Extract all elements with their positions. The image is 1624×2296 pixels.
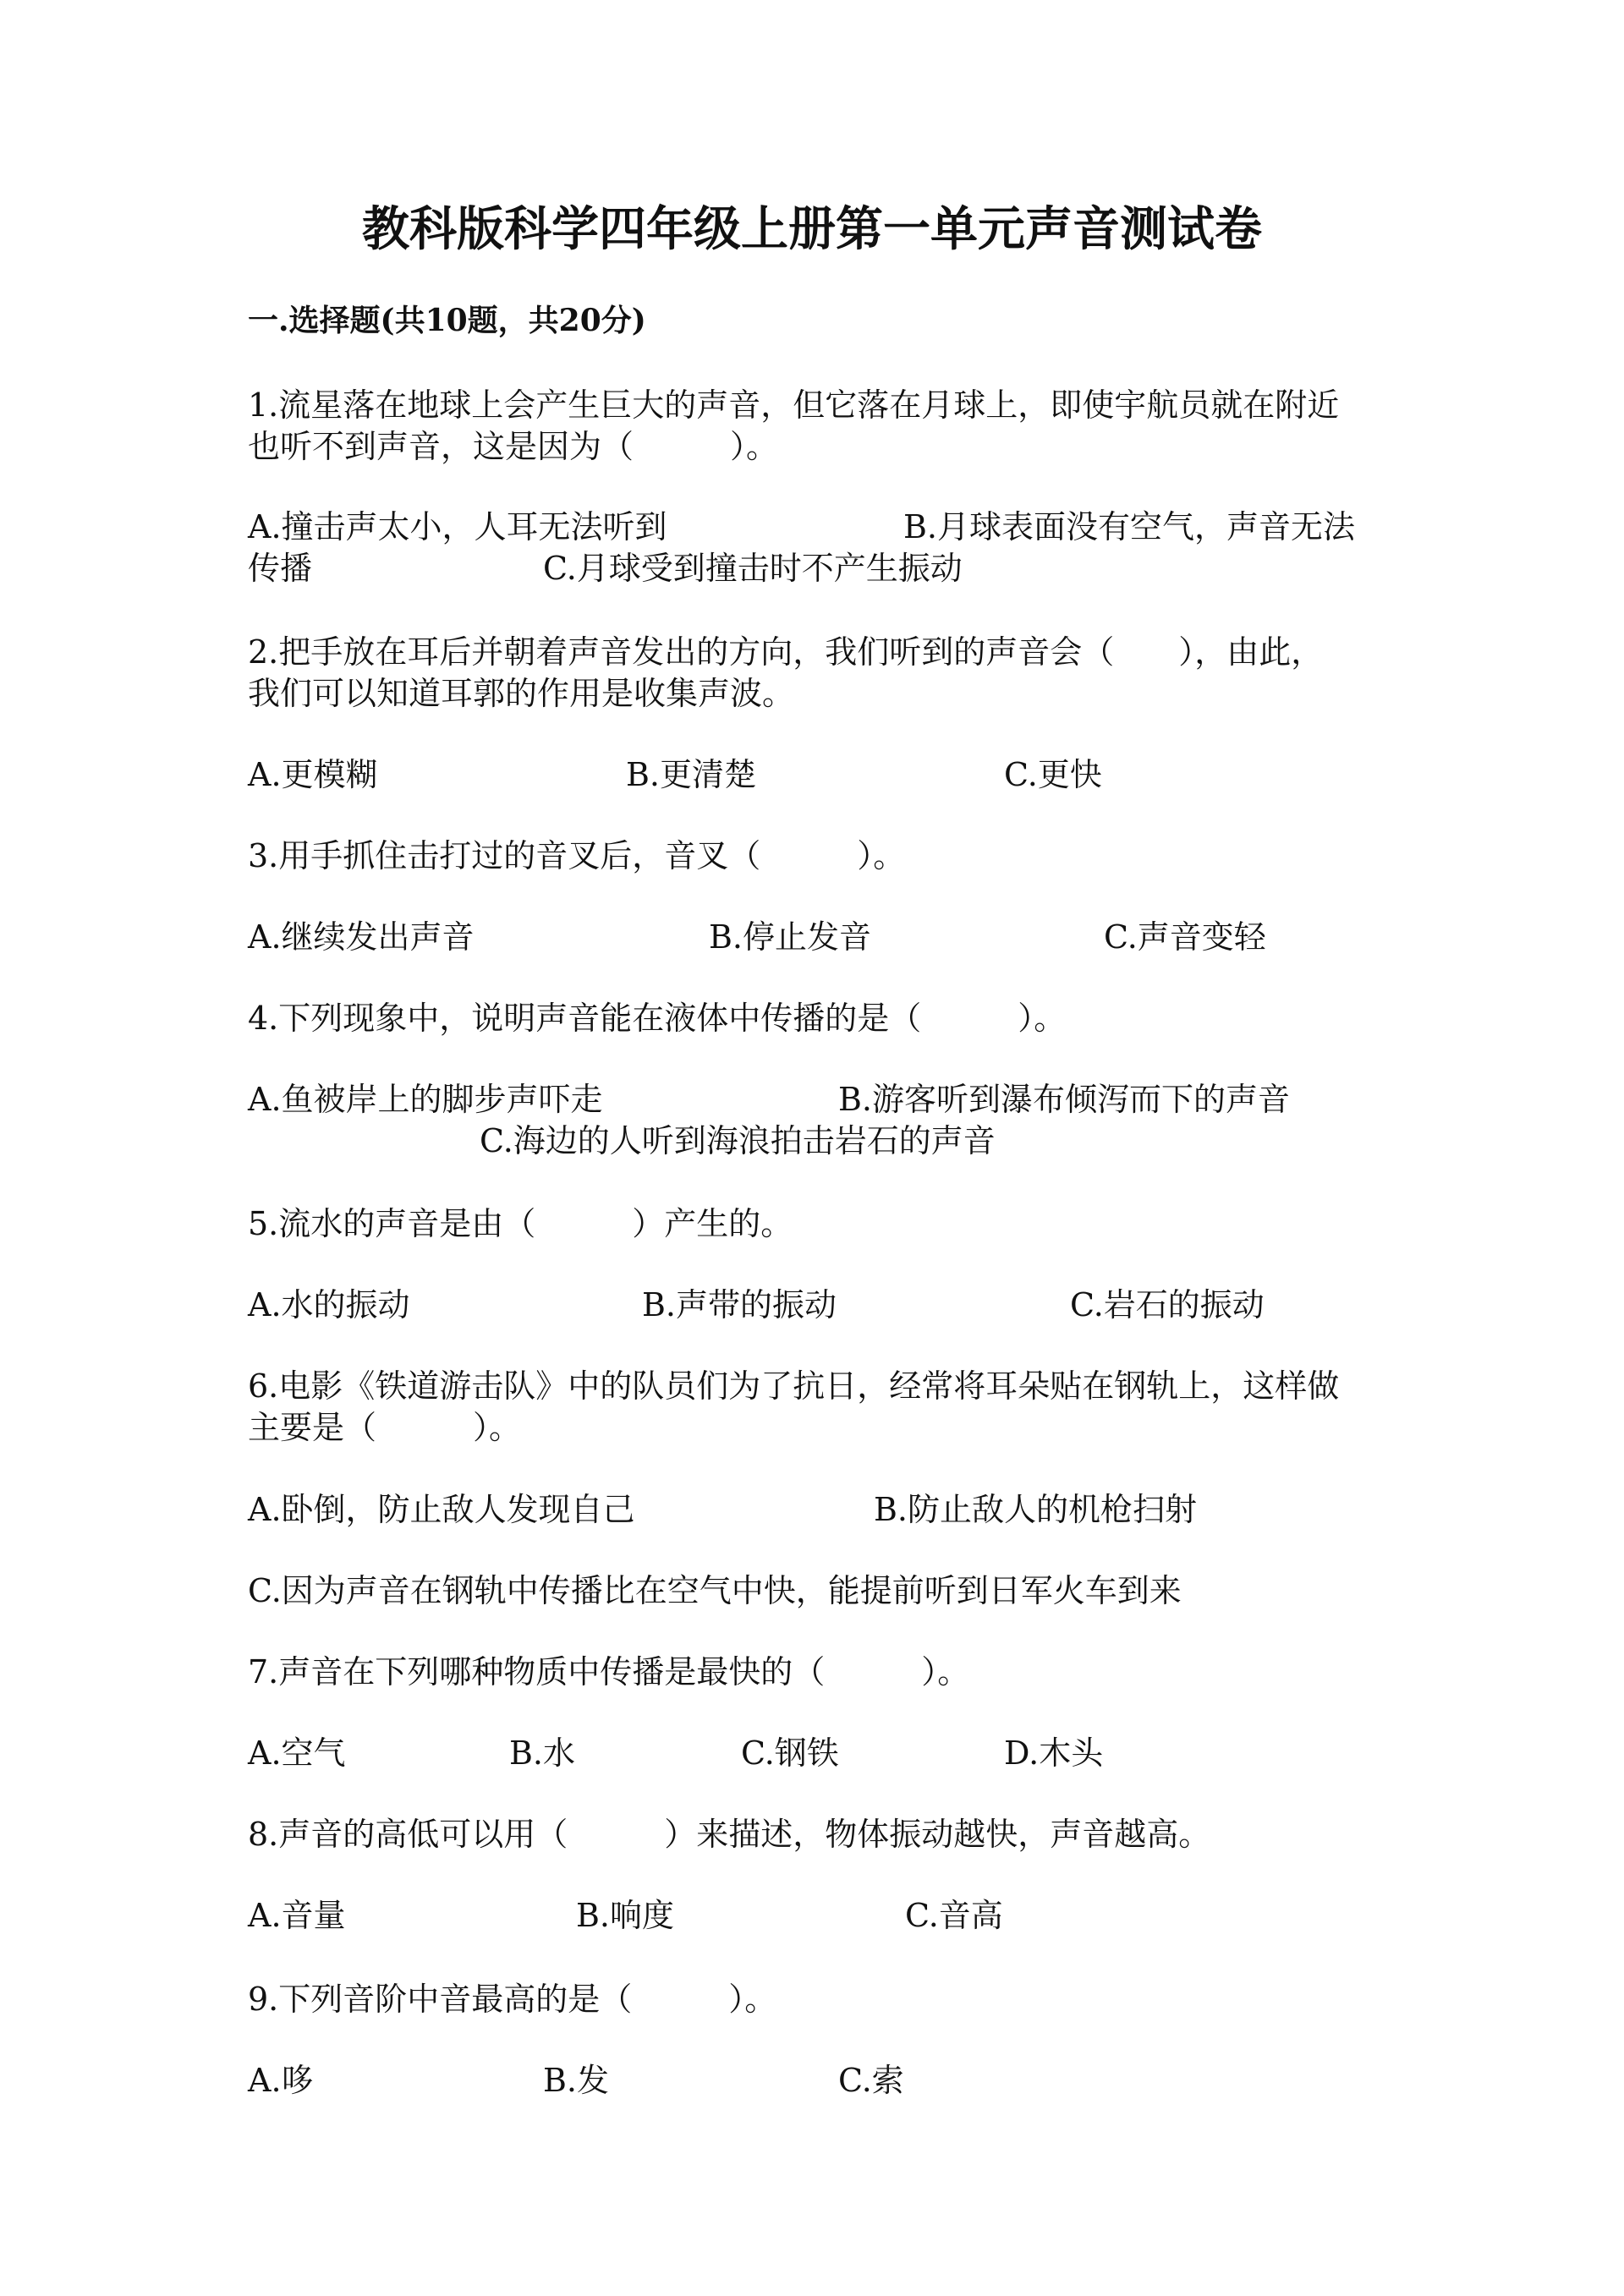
question-3-option-a: A.继续发出声音 — [248, 918, 475, 956]
question-3-option-c: C.声音变轻 — [1104, 918, 1266, 956]
question-1-option-c: C.月球受到撞击时不产生振动 — [543, 550, 963, 587]
question-7-option-d: D.木头 — [1004, 1734, 1104, 1772]
question-6-option-a: A.卧倒，防止敌人发现自己 — [248, 1491, 635, 1528]
question-1-option-b: B.月球表面没有空气，声音无法 — [903, 508, 1356, 545]
question-2-option-a: A.更模糊 — [248, 756, 378, 793]
question-1-option-a: A.撞击声太小，人耳无法听到 — [248, 508, 667, 545]
question-4-option-a: A.鱼被岸上的脚步声吓走 — [248, 1081, 603, 1118]
question-3-option-b: B.停止发音 — [709, 918, 872, 956]
question-6-stem-line-2: 主要是（ ）。 — [248, 1409, 522, 1446]
question-9-stem: 9.下列音阶中音最高的是（ ）。 — [248, 1981, 777, 2018]
question-1-stem-line-1: 1.流星落在地球上会产生巨大的声音，但它落在月球上，即使宇航员就在附近 — [248, 386, 1340, 424]
question-8-option-c: C.音高 — [905, 1897, 1003, 1934]
question-4-option-c: C.海边的人听到海浪拍击岩石的声音 — [480, 1122, 996, 1159]
question-5-option-b: B.声带的振动 — [642, 1286, 837, 1323]
section-heading: 一.选择题(共10题，共20分) — [248, 303, 646, 338]
question-4-option-b: B.游客听到瀑布倾泻而下的声音 — [838, 1081, 1291, 1118]
question-7-option-c: C.钢铁 — [741, 1734, 839, 1772]
question-3-stem: 3.用手抓住击打过的音叉后，音叉（ ）。 — [248, 837, 906, 874]
question-2-option-c: C.更快 — [1004, 756, 1102, 793]
question-5-option-c: C.岩石的振动 — [1070, 1286, 1265, 1323]
question-2-stem-line-2: 我们可以知道耳郭的作用是收集声波。 — [248, 675, 795, 712]
page-title: 教科版科学四年级上册第一单元声音测试卷 — [362, 201, 1262, 257]
question-8-option-a: A.音量 — [248, 1897, 346, 1934]
question-9-option-c: C.索 — [838, 2062, 904, 2099]
question-5-stem: 5.流水的声音是由（ ）产生的。 — [248, 1205, 793, 1242]
question-6-option-c: C.因为声音在钢轨中传播比在空气中快，能提前听到日军火车到来 — [248, 1572, 1182, 1609]
question-7-option-a: A.空气 — [248, 1734, 346, 1772]
question-1-stem-line-2: 也听不到声音，这是因为（ ）。 — [248, 428, 779, 465]
question-6-stem-line-1: 6.电影《铁道游击队》中的队员们为了抗日，经常将耳朵贴在钢轨上，这样做 — [248, 1367, 1340, 1405]
question-9-option-b: B.发 — [543, 2062, 610, 2099]
question-7-stem: 7.声音在下列哪种物质中传播是最快的（ ）。 — [248, 1653, 970, 1690]
question-1-option-b-continued: 传播 — [248, 550, 313, 587]
question-4-stem: 4.下列现象中，说明声音能在液体中传播的是（ ）。 — [248, 1000, 1067, 1037]
question-6-option-b: B.防止敌人的机枪扫射 — [874, 1491, 1198, 1528]
question-2-stem-line-1: 2.把手放在耳后并朝着声音发出的方向，我们听到的声音会（ ），由此， — [248, 633, 1324, 671]
question-9-option-a: A.哆 — [248, 2062, 314, 2099]
question-8-option-b: B.响度 — [576, 1897, 675, 1934]
question-8-stem: 8.声音的高低可以用（ ）来描述，物体振动越快，声音越高。 — [248, 1816, 1211, 1853]
question-5-option-a: A.水的振动 — [248, 1286, 410, 1323]
question-7-option-b: B.水 — [509, 1734, 576, 1772]
question-2-option-b: B.更清楚 — [626, 756, 757, 793]
